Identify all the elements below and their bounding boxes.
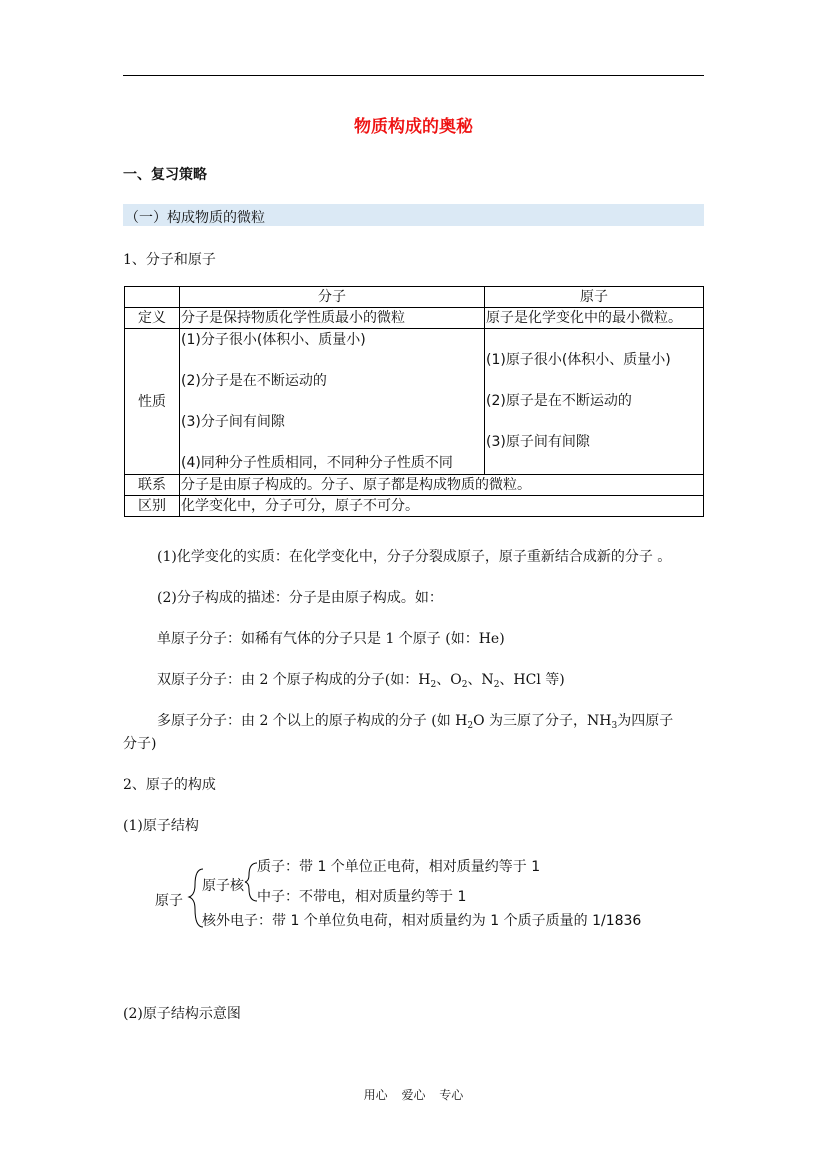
- table-row: [125, 496, 704, 517]
- table-header-atom: 原子: [485, 287, 704, 308]
- subheading-atom-structure: (1)原子结构: [123, 818, 199, 834]
- table-header-molecule: 分子: [180, 287, 485, 308]
- atom-structure-diagram: [145, 855, 665, 935]
- paragraph-polyatomic-cont: 分子): [123, 736, 157, 752]
- paragraph-diatomic: 双原子分子：由 2 个原子构成的分子(如：$H_2$、$O_2$、$N_2$、HCl 等): [157, 672, 565, 690]
- properties-molecule: [180, 329, 485, 475]
- list-item: (2)原子是在不断运动的: [486, 393, 632, 409]
- row-label-difference: 区别: [125, 496, 180, 517]
- page-title: 物质构成的奥秘: [354, 117, 473, 137]
- diagram-electron-text: 核外电子：带 1 个单位负电荷，相对质量约为 1 个质子质量的 1/1836: [202, 913, 642, 929]
- table-row: [125, 308, 704, 329]
- list-item: (4)同种分子性质相同，不同种分子性质不同: [181, 455, 453, 471]
- diagram-proton-text: 质子：带 1 个单位正电荷，相对质量约等于 1: [257, 859, 541, 875]
- row-label-relation: 联系: [125, 475, 180, 496]
- diagram-neutron-text: 中子：不带电，相对质量约等于 1: [257, 889, 467, 905]
- row-label-definition: 定义: [125, 308, 180, 329]
- difference-text: 化学变化中，分子可分，原子不可分。: [180, 496, 704, 517]
- paragraph-molecule-composition: (2)分子构成的描述：分子是由原子构成。如：: [157, 590, 443, 606]
- list-item: (1)原子很小(体积小、质量小): [486, 352, 671, 368]
- paragraph-chemical-change: (1)化学变化的实质：在化学变化中，分子分裂成原子，原子重新结合成新的分子 。: [157, 549, 672, 565]
- diagram-nucleus-label: 原子核: [202, 878, 244, 894]
- table-row: [125, 329, 704, 475]
- list-item: (3)原子间有间隙: [486, 434, 590, 450]
- subheading-atomic-structure: 2、原子的构成: [123, 777, 216, 793]
- subsection-band: [123, 204, 704, 226]
- header-rule: [123, 75, 704, 76]
- list-item: (1)分子很小(体积小、质量小): [181, 332, 366, 348]
- list-item: (2)分子是在不断运动的: [181, 373, 327, 389]
- table-row: [125, 475, 704, 496]
- row-label-properties: 性质: [125, 329, 180, 475]
- paragraph-monatomic: 单原子分子：如稀有气体的分子只是 1 个原子 (如：He): [157, 631, 505, 647]
- subsection-band-label: （一）构成物质的微粒: [125, 210, 265, 226]
- properties-atom: [485, 329, 704, 475]
- table-corner-cell: [125, 287, 180, 308]
- diagram-atom-label: 原子: [155, 893, 183, 909]
- page-footer: 用心 爱心 专心: [363, 1088, 464, 1102]
- subheading-atom-diagram: (2)原子结构示意图: [123, 1006, 241, 1022]
- comparison-table: [124, 286, 704, 517]
- section-heading: 一、复习策略: [123, 167, 207, 183]
- paragraph-polyatomic: 多原子分子：由 2 个以上的原子构成的分子 (如 $H_2O$ 为三原了分子，$NH_3$为四原子: [157, 713, 674, 731]
- list-item: (3)分子间有间隙: [181, 414, 285, 430]
- table-row: [125, 287, 704, 308]
- definition-atom: 原子是化学变化中的最小微粒。: [485, 308, 704, 329]
- definition-molecule: 分子是保持物质化学性质最小的微粒: [180, 308, 485, 329]
- subheading-molecule-atom: 1、分子和原子: [123, 252, 216, 268]
- relation-text: 分子是由原子构成的。分子、原子都是构成物质的微粒。: [180, 475, 704, 496]
